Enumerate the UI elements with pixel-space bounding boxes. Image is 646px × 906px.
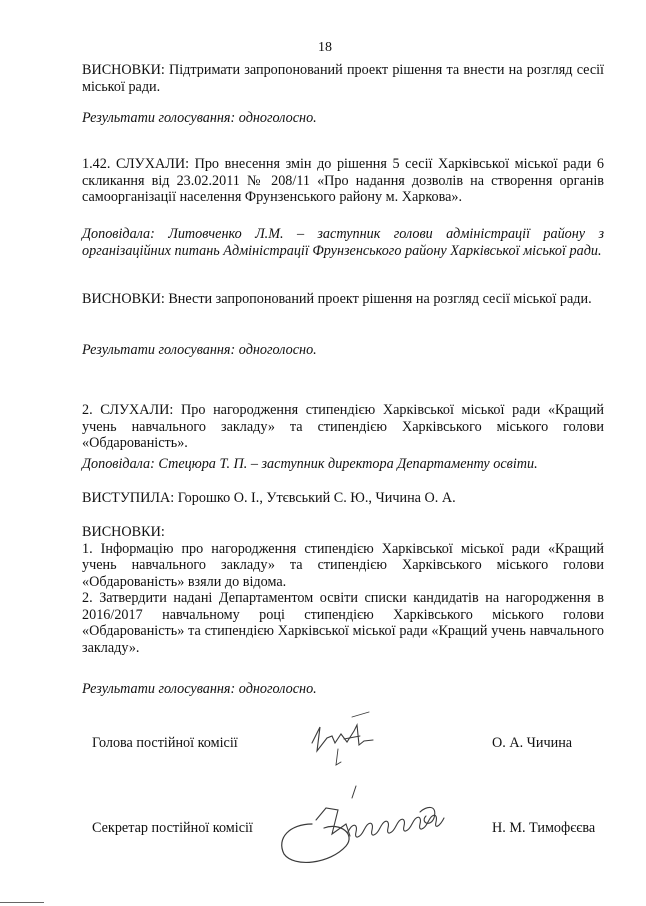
speaker-2-text: Доповідала: Стецюра Т. П. – заступник директора Департаменту освіти. <box>82 456 538 472</box>
footer-line <box>0 902 44 903</box>
vote-result-1-42 <box>82 342 604 359</box>
chair-title: Голова постійної комісії <box>92 735 238 751</box>
spoke-2-text: ВИСТУПИЛА: Горошко О. І., Утєвський С. Ю., Чичина О. А. <box>82 490 456 506</box>
page-number: 18 <box>318 40 332 55</box>
vote-result-1-42-text: Результати голосування: одноголосно. <box>82 342 317 358</box>
secretary-title: Секретар постійної комісії <box>92 820 253 836</box>
vote-result-1 <box>82 110 604 127</box>
conclusions-2-label: ВИСНОВКИ: <box>82 524 165 540</box>
speaker-1-42 <box>82 226 604 259</box>
speaker-1-42-text: Доповідала: Литовченко Л.М. – заступник голови адміністрації району з організаційних питань Адміністрації Фрунзенського району Харківської міської ради. <box>82 226 604 259</box>
conclusions-1-text: ВИСНОВКИ: Підтримати запропонований проект рішення та внести на розгляд сесії міської ради. <box>82 62 604 95</box>
conclusions-2 <box>82 524 604 656</box>
conclusions-2-item-2: 2. Затвердити надані Департаментом освіти списки кандидатів на нагородження в 2016/2017 навчальному році стипендією Харківського міського голови «Обдарованість» та стипендією Харківської міської ради «Кращий учень навчального закладу». <box>82 590 604 656</box>
conclusions-2-item-1: 1. Інформацію про нагородження стипендією Харківської міської ради «Кращий учень навчального закладу» та стипендією Харківського міського голови «Обдарованість» взяли до відома. <box>82 540 604 590</box>
chair-signature <box>300 705 400 775</box>
secretary-name: Н. М. Тимофєєва <box>492 820 596 836</box>
conclusions-1-42-text: ВИСНОВКИ: Внести запропонований проект рішення на розгляд сесії міської ради. <box>82 291 592 307</box>
heard-2 <box>82 402 604 452</box>
spoke-2 <box>82 490 604 507</box>
speaker-2 <box>82 456 604 473</box>
heard-1-42 <box>82 156 604 206</box>
conclusions-1-42 <box>82 291 604 308</box>
vote-result-2-text: Результати голосування: одноголосно. <box>82 681 317 697</box>
conclusions-1 <box>82 62 604 95</box>
secretary-signature <box>268 782 448 872</box>
vote-result-1-text: Результати голосування: одноголосно. <box>82 110 317 126</box>
heard-1-42-text: 1.42. СЛУХАЛИ: Про внесення змін до рішення 5 сесії Харківської міської ради 6 скликання від 23.02.2011 № 208/11 «Про надання дозволів на створення органів самоорганізації населення Фрунзенського району м. Харкова». <box>82 156 604 205</box>
heard-2-text: 2. СЛУХАЛИ: Про нагородження стипендією Харківської міської ради «Кращий учень навчального закладу» та стипендією Харківського міського голови «Обдарованість». <box>82 402 604 451</box>
chair-name: О. А. Чичина <box>492 735 573 751</box>
vote-result-2 <box>82 681 604 698</box>
